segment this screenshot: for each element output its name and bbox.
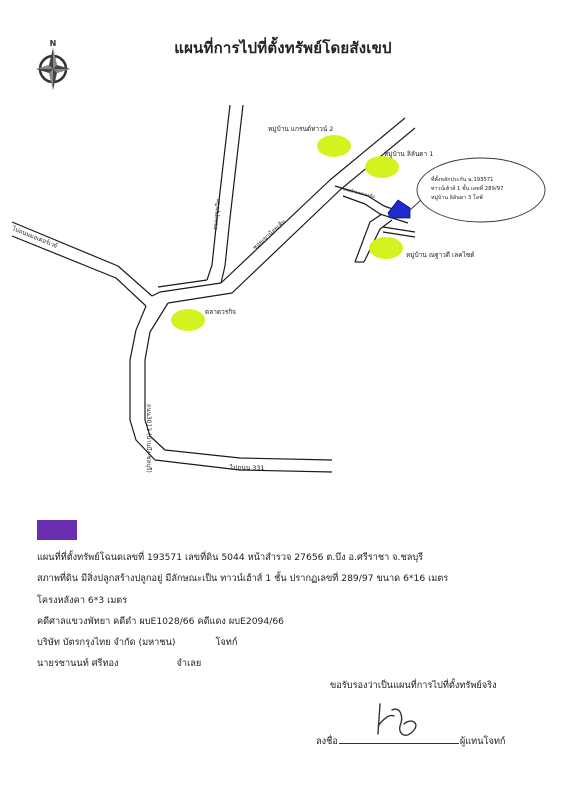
- label-market: ตลาดวรกิจ: [205, 308, 236, 316]
- defendant-name: นายรชานนท์ ศรีทอง: [37, 658, 119, 670]
- road-lower-right-edge: [145, 303, 332, 460]
- road-spur-lower-edge: [383, 232, 415, 237]
- info-line-5: [37, 632, 537, 653]
- info-line-3: โครงหลังคา 6*3 เมตร: [37, 594, 128, 606]
- road-label-left: ไปถนนมอเตอร์เวย์: [11, 225, 59, 250]
- road-vertical-right-edge: [221, 105, 243, 283]
- callout-line-1: ที่ตั้งหลักประกัน ฉ.193571: [431, 177, 494, 183]
- callout-line-3: หมู่บ้าน ลิลันดา 3 โลฟ์: [431, 195, 483, 201]
- plaintiff-name: บริษัท บัตรกรุงไทย จำกัด (มหาชน): [37, 637, 176, 649]
- defendant-role: จำเลย: [176, 658, 202, 670]
- info-line-4: คดีศาลแขวงพัทยา คดีดำ ผบE1028/66 คดีแดง ผบE2094/66: [37, 615, 285, 627]
- callout-pointer: [410, 200, 421, 210]
- road-spur-upper-edge: [383, 227, 415, 232]
- certification-text: ขอรับรองว่าเป็นแผนที่การไปที่ตั้งทรัพย์จริง: [330, 680, 497, 691]
- road-label-small: ซอยบ้านหนองค้อ: [341, 187, 376, 201]
- legend-swatch: [37, 520, 77, 540]
- info-line-6: [37, 653, 537, 674]
- label-village-2: หมู่บ้าน ลิลันดา 1: [384, 150, 434, 158]
- road-label-lower: ถนน3012 (บ้านบึง-ชลบุรี): [145, 404, 152, 473]
- road-diagonal-upper-edge: [221, 118, 405, 283]
- road-junction-top: [152, 283, 221, 296]
- plaintiff-role: โจทก์: [215, 637, 238, 649]
- callout-line-2: ทาวน์เฮ้าส์ 1 ชั้น เลขที่ 289/97: [431, 186, 504, 192]
- label-village-1: หมู่บ้าน แกรนด์ทาวน์ 2: [268, 125, 334, 133]
- label-village-3: หมู่บ้าน ณฐาวดี เลคไซด์: [406, 251, 475, 259]
- road-label-bottom: ไปถนน 331: [230, 464, 265, 472]
- signature-line: [339, 743, 459, 744]
- signature-row: [316, 734, 505, 749]
- road-label-diagonal: ซอยเขาน้อยเส้ม: [251, 218, 288, 252]
- road-label-vertical: ถนนสุขุมวิท: [212, 198, 223, 231]
- info-line-2: สภาพที่ดิน มีสิ่งปลูกสร้างปลูกอยู่ มีลักษณะเป็น ทาวน์เฮ้าส์ 1 ชั้น ปรากฏเลขที่ 289/97 ขนาด 6*16 เมตร: [37, 573, 449, 585]
- property-marker-icon: [388, 200, 410, 218]
- road-diagonal-lower-edge: [168, 128, 415, 303]
- info-line-1: แผนที่ที่ตั้งทรัพย์โฉนดเลขที่ 193571 เลขที่ดิน 5044 หน้าสำรวจ 27656 ต.บึง อ.ศรีราชา จ.ชลบุรี: [37, 552, 424, 563]
- property-info: [37, 547, 537, 675]
- compass-north-label: N: [49, 39, 57, 48]
- road-lower-left-edge: [130, 306, 332, 472]
- landmark-village-1: [317, 135, 351, 157]
- sign-suffix: ผู้แทนโจทก์: [459, 736, 506, 747]
- landmark-market: [171, 309, 205, 331]
- sign-prefix: ลงชื่อ: [316, 736, 338, 747]
- landmark-village-2: [365, 156, 399, 178]
- page-title: แผนที่การไปที่ตั้งทรัพย์โดยสังเขป: [174, 39, 392, 57]
- road-left-bottom-edge: [12, 236, 146, 306]
- landmark-village-3: [369, 237, 403, 259]
